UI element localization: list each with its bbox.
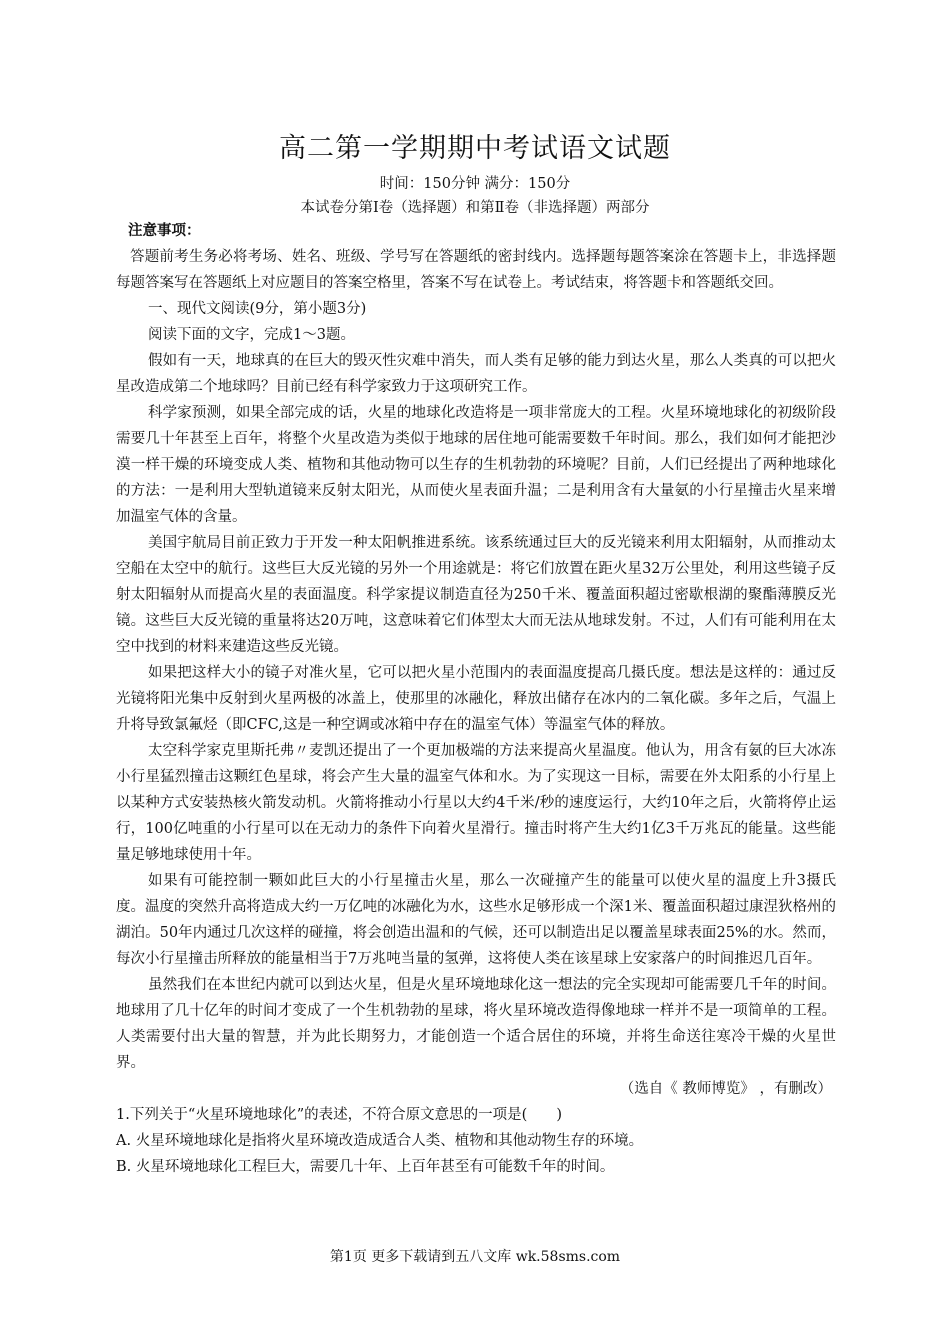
question-option-a: A. 火星环境地球化是指将火星环境改造成适合人类、植物和其他动物生存的环境。 xyxy=(116,1133,644,1149)
exam-parts: 本试卷分第Ⅰ卷（选择题）和第Ⅱ卷（非选择题）两部分 xyxy=(300,200,650,216)
article-paragraph: 假如有一天，地球真的在巨大的毁灭性灾难中消失，而人类有足够的能力到达火星，那么人类真的可以把火星改造成第二个地球吗？目前已经有科学家致力于这项研究工作。 xyxy=(116,353,836,395)
article-source: （选自《 教师博览》 ，有删改） xyxy=(619,1081,832,1097)
page-title: 高二第一学期期中考试语文试题 xyxy=(279,133,671,164)
article-paragraph: 太空科学家克里斯托弗〃麦凯还提出了一个更加极端的方法来提高火星温度。他认为，用含有氨的巨大冰冻小行星猛烈撞击这颗红色星球，将会产生大量的温室气体和水。为了实现这一目标，需要在外太阳系的小行星上以某种方式安装热核火箭发动机。火箭将推动小行星以大约4千米/秒的速度运行，大约10年之后，火箭将停止运行，100亿吨重的小行星可以在无动力的条件下向着火星滑行。撞击时将产生大约1亿3千万兆瓦的能量。这些能量足够地球使用十年。 xyxy=(116,743,836,863)
article-paragraph: 虽然我们在本世纪内就可以到达火星，但是火星环境地球化这一想法的完全实现却可能需要几千年的时间。地球用了几十亿年的时间才变成了一个生机勃勃的星球，将火星环境改造得像地球一样并不是一项简单的工程。人类需要付出大量的智慧，并为此长期努力，才能创造一个适合居住的环境，并将生命送往寒冷干燥的火星世界。 xyxy=(116,977,836,1071)
article-paragraph: 科学家预测，如果全部完成的话，火星的地球化改造将是一项非常庞大的工程。火星环境地球化的初级阶段需要几十年甚至上百年，将整个火星改造为类似于地球的居住地可能需要数千年时间。那么，我们如何才能把沙漠一样干燥的环境变成人类、植物和其他动物可以生存的生机勃勃的环境呢？目前，人们已经提出了两种地球化的方法：一是利用大型轨道镜来反射太阳光，从而使火星表面升温；二是利用含有大量氨的小行星撞击火星来增加温室气体的含量。 xyxy=(116,405,836,525)
document-body xyxy=(116,244,836,1180)
exam-info: 时间：150分钟 满分：150分 xyxy=(379,176,571,192)
question-stem: 1.下列关于“火星环境地球化”的表述，不符合原文意思的一项是( ) xyxy=(116,1107,562,1123)
reading-instruction: 阅读下面的文字，完成1～3题。 xyxy=(148,327,355,343)
article-paragraph: 美国宇航局目前正致力于开发一种太阳帆推进系统。该系统通过巨大的反光镜来利用太阳辐射，从而推动太空船在太空中的航行。这些巨大反光镜的另外一个用途就是：将它们放置在距火星32万公里处，利用这些镜子反射太阳辐射从而提高火星的表面温度。科学家提议制造直径为250千米、覆盖面积超过密歇根湖的聚酯薄膜反光镜。这些巨大反光镜的重量将达20万吨，这意味着它们体型太大而无法从地球发射。不过，人们有可能利用在太空中找到的材料来建造这些反光镜。 xyxy=(116,535,836,655)
article-paragraph: 如果有可能控制一颗如此巨大的小行星撞击火星，那么一次碰撞产生的能量可以使火星的温度上升3摄氏度。温度的突然升高将造成大约一万亿吨的冰融化为水，这些水足够形成一个深1米、覆盖面积超过康涅狄格州的湖泊。50年内通过几次这样的碰撞，将会创造出温和的气候，还可以制造出足以覆盖星球表面25%的水。然而，每次小行星撞击所释放的能量相当于7万兆吨当量的氢弹，这将使人类在该星球上安家落户的时间推迟几百年。 xyxy=(116,873,836,967)
notice-text: 答题前考生务必将考场、姓名、班级、学号写在答题纸的密封线内。选择题每题答案涂在答题卡上，非选择题每题答案写在答题纸上对应题目的答案空格里，答案不写在试卷上。考试结束，将答题卡和答题纸交回。 xyxy=(116,249,836,291)
question-option-b: B. 火星环境地球化工程巨大，需要几十年、上百年甚至有可能数千年的时间。 xyxy=(116,1159,615,1175)
page-footer: 第1页 更多下载请到五八文库 wk.58sms.com xyxy=(329,1249,621,1265)
article-paragraph: 如果把这样大小的镜子对准火星，它可以把火星小范围内的表面温度提高几摄氏度。想法是这样的：通过反光镜将阳光集中反射到火星两极的冰盖上，使那里的冰融化，释放出储存在冰内的二氧化碳。多年之后，气温上升将导致氯氟烃（即CFC,这是一种空调或冰箱中存在的温室气体）等温室气体的释放。 xyxy=(116,665,836,733)
notice-heading: 注意事项： xyxy=(128,222,201,239)
section-heading: 一、现代文阅读(9分，第小题3分) xyxy=(148,301,367,317)
